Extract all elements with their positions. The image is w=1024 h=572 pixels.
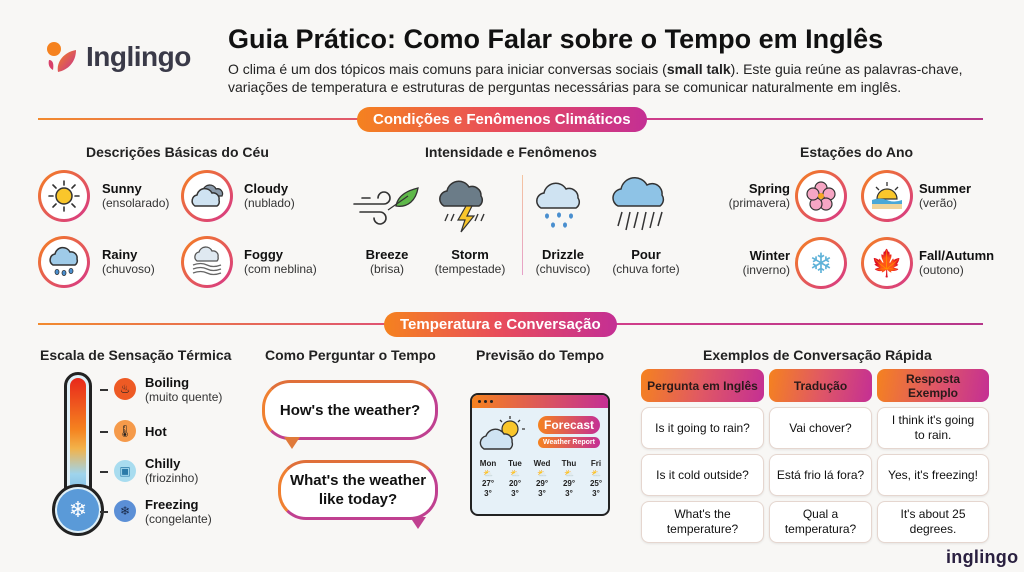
table-header: Resposta Exemplo xyxy=(877,369,989,402)
table-header: Pergunta em Inglês xyxy=(641,369,764,402)
spring-label: Spring xyxy=(748,181,790,196)
drizzle-translation: (chuvisco) xyxy=(535,262,591,276)
forecast-day: Thu ⛅ 29° 3° xyxy=(561,459,577,498)
drizzle-label: Drizzle xyxy=(542,247,584,262)
table-cell: Está frio lá fora? xyxy=(769,454,872,496)
cloudy-translation: (nublado) xyxy=(244,196,295,210)
window-titlebar xyxy=(472,395,608,408)
sun-icon xyxy=(47,179,81,213)
sunny-badge xyxy=(38,170,90,222)
chilly-label: Chilly xyxy=(145,456,181,471)
ask-title: Como Perguntar o Tempo xyxy=(265,347,436,363)
cloudy-badge xyxy=(181,170,233,222)
table-cell: It's about 25 degrees. xyxy=(877,501,989,543)
fall-badge xyxy=(861,237,913,289)
table-cell: Is it going to rain? xyxy=(641,407,764,449)
wind-leaf-icon xyxy=(352,184,422,226)
storm-label: Storm xyxy=(451,247,489,262)
forecast-day: Fri ⛅ 25° 3° xyxy=(589,459,603,498)
thermal-title: Escala de Sensação Térmica xyxy=(40,347,232,363)
weather-report-badge: Weather Report xyxy=(538,437,600,448)
drizzle-icon xyxy=(533,180,589,232)
snowflake-icon: ❄ xyxy=(809,247,833,279)
rainy-translation: (chuvoso) xyxy=(102,262,155,276)
speech-bubble-2: What's the weather like today? xyxy=(278,460,438,520)
section-pill-temperature: Temperatura e Conversação xyxy=(384,312,617,337)
freezing-label: Freezing xyxy=(145,497,199,512)
logo-icon xyxy=(44,40,78,74)
storm-translation: (tempestade) xyxy=(434,262,506,276)
fall-label: Fall/Autumn xyxy=(919,248,995,263)
boiling-icon: ♨ xyxy=(114,378,136,400)
forecast-title: Previsão do Tempo xyxy=(476,347,605,363)
intensity-title: Intensidade e Fenômenos xyxy=(425,144,597,160)
summer-translation: (verão) xyxy=(919,196,958,210)
boiling-label: Boiling xyxy=(145,375,190,390)
sunny-label: Sunny xyxy=(102,181,142,196)
beach-sun-icon xyxy=(870,181,904,211)
thermometer xyxy=(52,372,104,542)
storm-icon xyxy=(436,176,494,234)
bubble-tail xyxy=(284,437,300,449)
maple-leaf-icon: 🍁 xyxy=(870,247,904,278)
sunny-translation: (ensolarado) xyxy=(102,196,170,210)
foggy-label: Foggy xyxy=(244,247,283,262)
forecast-days xyxy=(476,459,608,499)
speech-bubble-1: How's the weather? xyxy=(262,380,438,440)
table-cell: What's the temperature? xyxy=(641,501,764,543)
summer-label: Summer xyxy=(919,181,972,196)
pour-translation: (chuva forte) xyxy=(612,262,680,276)
partly-cloudy-icon xyxy=(478,415,528,453)
thermometer-icon: 🌡 xyxy=(114,420,136,442)
brand-logo xyxy=(44,40,191,74)
fall-translation: (outono) xyxy=(919,263,964,277)
freezing-translation: (congelante) xyxy=(145,512,212,526)
sky-title: Descrições Básicas do Céu xyxy=(86,144,269,160)
breeze-label: Breeze xyxy=(365,247,409,262)
flower-icon xyxy=(806,181,836,211)
spring-translation: (primavera) xyxy=(728,196,790,210)
chilly-translation: (friozinho) xyxy=(145,471,199,485)
winter-label: Winter xyxy=(749,248,790,263)
winter-badge xyxy=(795,237,847,289)
freezing-snowflake-icon: ❄ xyxy=(114,500,136,522)
heavy-rain-icon xyxy=(610,176,680,236)
table-cell: Yes, it's freezing! xyxy=(877,454,989,496)
foggy-translation: (com neblina) xyxy=(244,262,317,276)
boiling-translation: (muito quente) xyxy=(145,390,223,404)
pour-label: Pour xyxy=(631,247,661,262)
section-pill-conditions: Condições e Fenômenos Climáticos xyxy=(357,107,647,132)
winter-translation: (inverno) xyxy=(742,263,790,277)
foggy-badge xyxy=(181,236,233,288)
intro-text: O clima é um dos tópicos mais comuns para iniciar conversas sociais (small talk). Este guia reúne as palavras-chave, variações de temperatura e estruturas de perguntas necessárias para se comunicar naturalmente em inglês. xyxy=(228,61,963,95)
hot-label: Hot xyxy=(145,424,167,439)
forecast-day: Tue ⛅ 20° 3° xyxy=(508,459,522,498)
page-title: Guia Prático: Como Falar sobre o Tempo em Inglês xyxy=(228,24,884,54)
table-cell: Vai chover? xyxy=(769,407,872,449)
spring-badge xyxy=(795,170,847,222)
table-cell: I think it's going to rain. xyxy=(877,407,989,449)
seasons-title: Estações do Ano xyxy=(800,144,914,160)
bubble-tail xyxy=(410,517,426,529)
forecast-day: Wed ⛅ 29° 3° xyxy=(533,459,551,498)
table-cell: Qual a temperatura? xyxy=(769,501,872,543)
examples-title: Exemplos de Conversação Rápida xyxy=(703,347,932,363)
cloud-icon xyxy=(189,181,225,211)
fog-icon xyxy=(189,246,225,278)
rain-cloud-icon xyxy=(47,246,81,278)
forecast-badge: Forecast xyxy=(538,416,600,434)
rainy-badge xyxy=(38,236,90,288)
table-cell: Is it cold outside? xyxy=(641,454,764,496)
ice-cube-icon: ▣ xyxy=(114,460,136,482)
forecast-window xyxy=(470,393,610,516)
forecast-day: Mon ⛅ 27° 3° xyxy=(479,459,497,498)
cloudy-label: Cloudy xyxy=(244,181,289,196)
brand-name: Inglingo xyxy=(86,41,191,72)
footer-logo: inglingo xyxy=(946,547,1019,567)
divider xyxy=(522,175,523,275)
breeze-translation: (brisa) xyxy=(369,262,404,276)
snowflake-icon: ❄ xyxy=(57,489,99,531)
rainy-label: Rainy xyxy=(102,247,138,262)
table-header: Tradução xyxy=(769,369,872,402)
summer-badge xyxy=(861,170,913,222)
